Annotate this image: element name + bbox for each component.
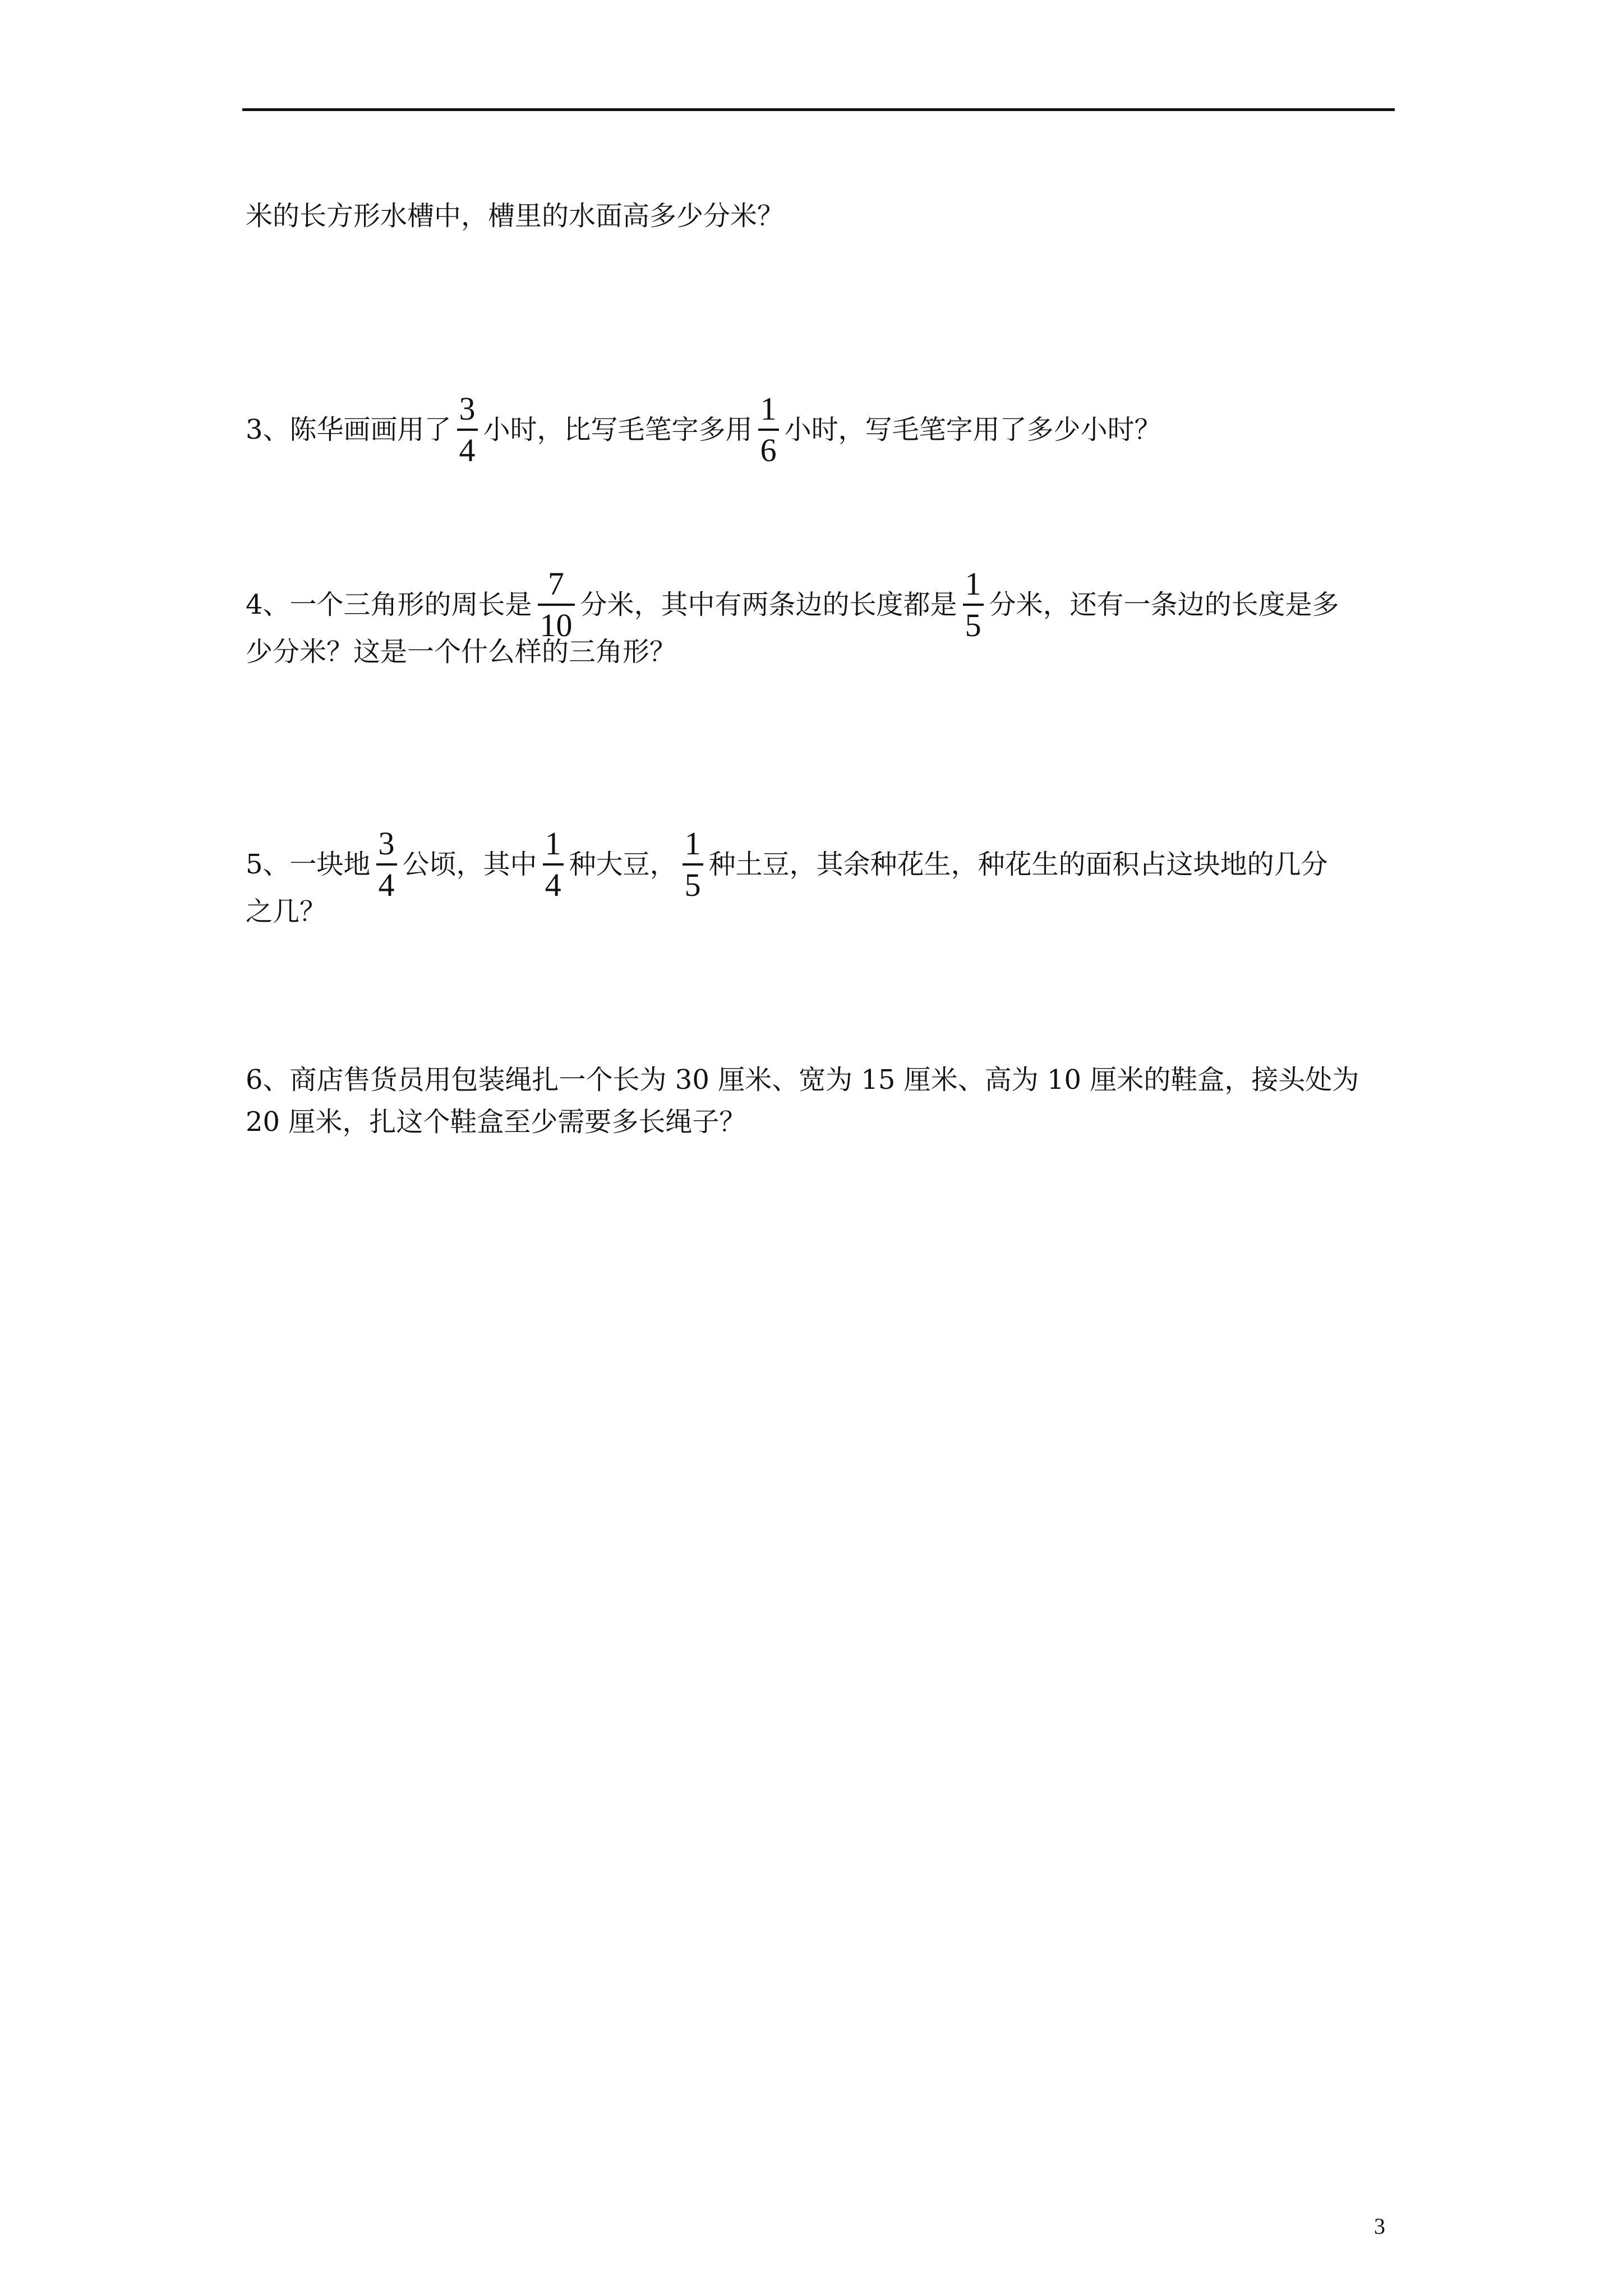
problem-3-text-1: 3、陈华画画用了 (246, 414, 451, 445)
fraction-denominator: 4 (459, 432, 476, 468)
problem-6-text-1: 6、商店售货员用包装绳扎一个长为 30 厘米、宽为 15 厘米、高为 10 厘米的鞋盒，接头处为 (246, 1064, 1359, 1096)
fraction-numerator: 1 (545, 825, 561, 862)
fraction (538, 565, 575, 643)
problem-4-text-2: 分米，其中有两条边的长度都是 (580, 589, 957, 620)
problem-3-text-3: 小时，写毛笔字用了多少小时？ (784, 414, 1161, 445)
problem-3-text-2: 小时，比写毛笔字多用 (483, 414, 753, 445)
problem-5-text-2: 公顷，其中 (402, 849, 537, 880)
problem-4-line-2 (246, 635, 676, 669)
problem-5-line-2 (246, 895, 326, 928)
problem-5-text-1: 5、一块地 (246, 849, 371, 880)
problem-6-line-1 (246, 1063, 1359, 1097)
header-rule (242, 108, 1395, 111)
fraction (376, 827, 397, 901)
problem-4-line-1 (246, 565, 1339, 643)
problem-6-text-2: 20 厘米，扎这个鞋盒至少需要多长绳子？ (246, 1106, 746, 1138)
fraction-denominator: 5 (965, 607, 981, 643)
fraction-numerator: 3 (378, 825, 395, 862)
fraction-denominator: 4 (378, 867, 395, 903)
fraction-denominator: 5 (684, 867, 701, 903)
problem-3 (246, 390, 1161, 468)
fraction (457, 390, 478, 468)
fraction (963, 565, 984, 643)
fraction-numerator: 7 (548, 565, 565, 602)
fraction-denominator: 6 (760, 432, 777, 468)
fraction-numerator: 1 (965, 565, 981, 602)
problem-2-tail (246, 199, 784, 233)
problem-4-text-1: 4、一个三角形的周长是 (246, 589, 532, 620)
problem-5-text-3: 种大豆， (569, 849, 677, 880)
problem-6-line-2 (246, 1105, 746, 1139)
fraction (758, 390, 779, 468)
fraction (683, 827, 703, 901)
fraction-numerator: 1 (760, 390, 777, 427)
fraction-denominator: 10 (540, 607, 573, 643)
fraction-numerator: 3 (459, 390, 476, 427)
problem-5-line-1 (246, 827, 1328, 901)
problem-4-text-3: 分米，还有一条边的长度是多 (989, 589, 1339, 620)
problem-2-text: 米的长方形水槽中，槽里的水面高多少分米？ (246, 200, 785, 232)
fraction-numerator: 1 (684, 825, 701, 862)
fraction (543, 827, 564, 901)
page-number: 3 (1374, 2214, 1385, 2239)
fraction-denominator: 4 (545, 867, 561, 903)
problem-4-text-4: 少分米？这是一个什么样的三角形？ (246, 636, 677, 668)
problem-5-text-5: 之几？ (246, 896, 327, 927)
problem-5-text-4: 种土豆，其余种花生，种花生的面积占这块地的几分 (708, 849, 1328, 880)
